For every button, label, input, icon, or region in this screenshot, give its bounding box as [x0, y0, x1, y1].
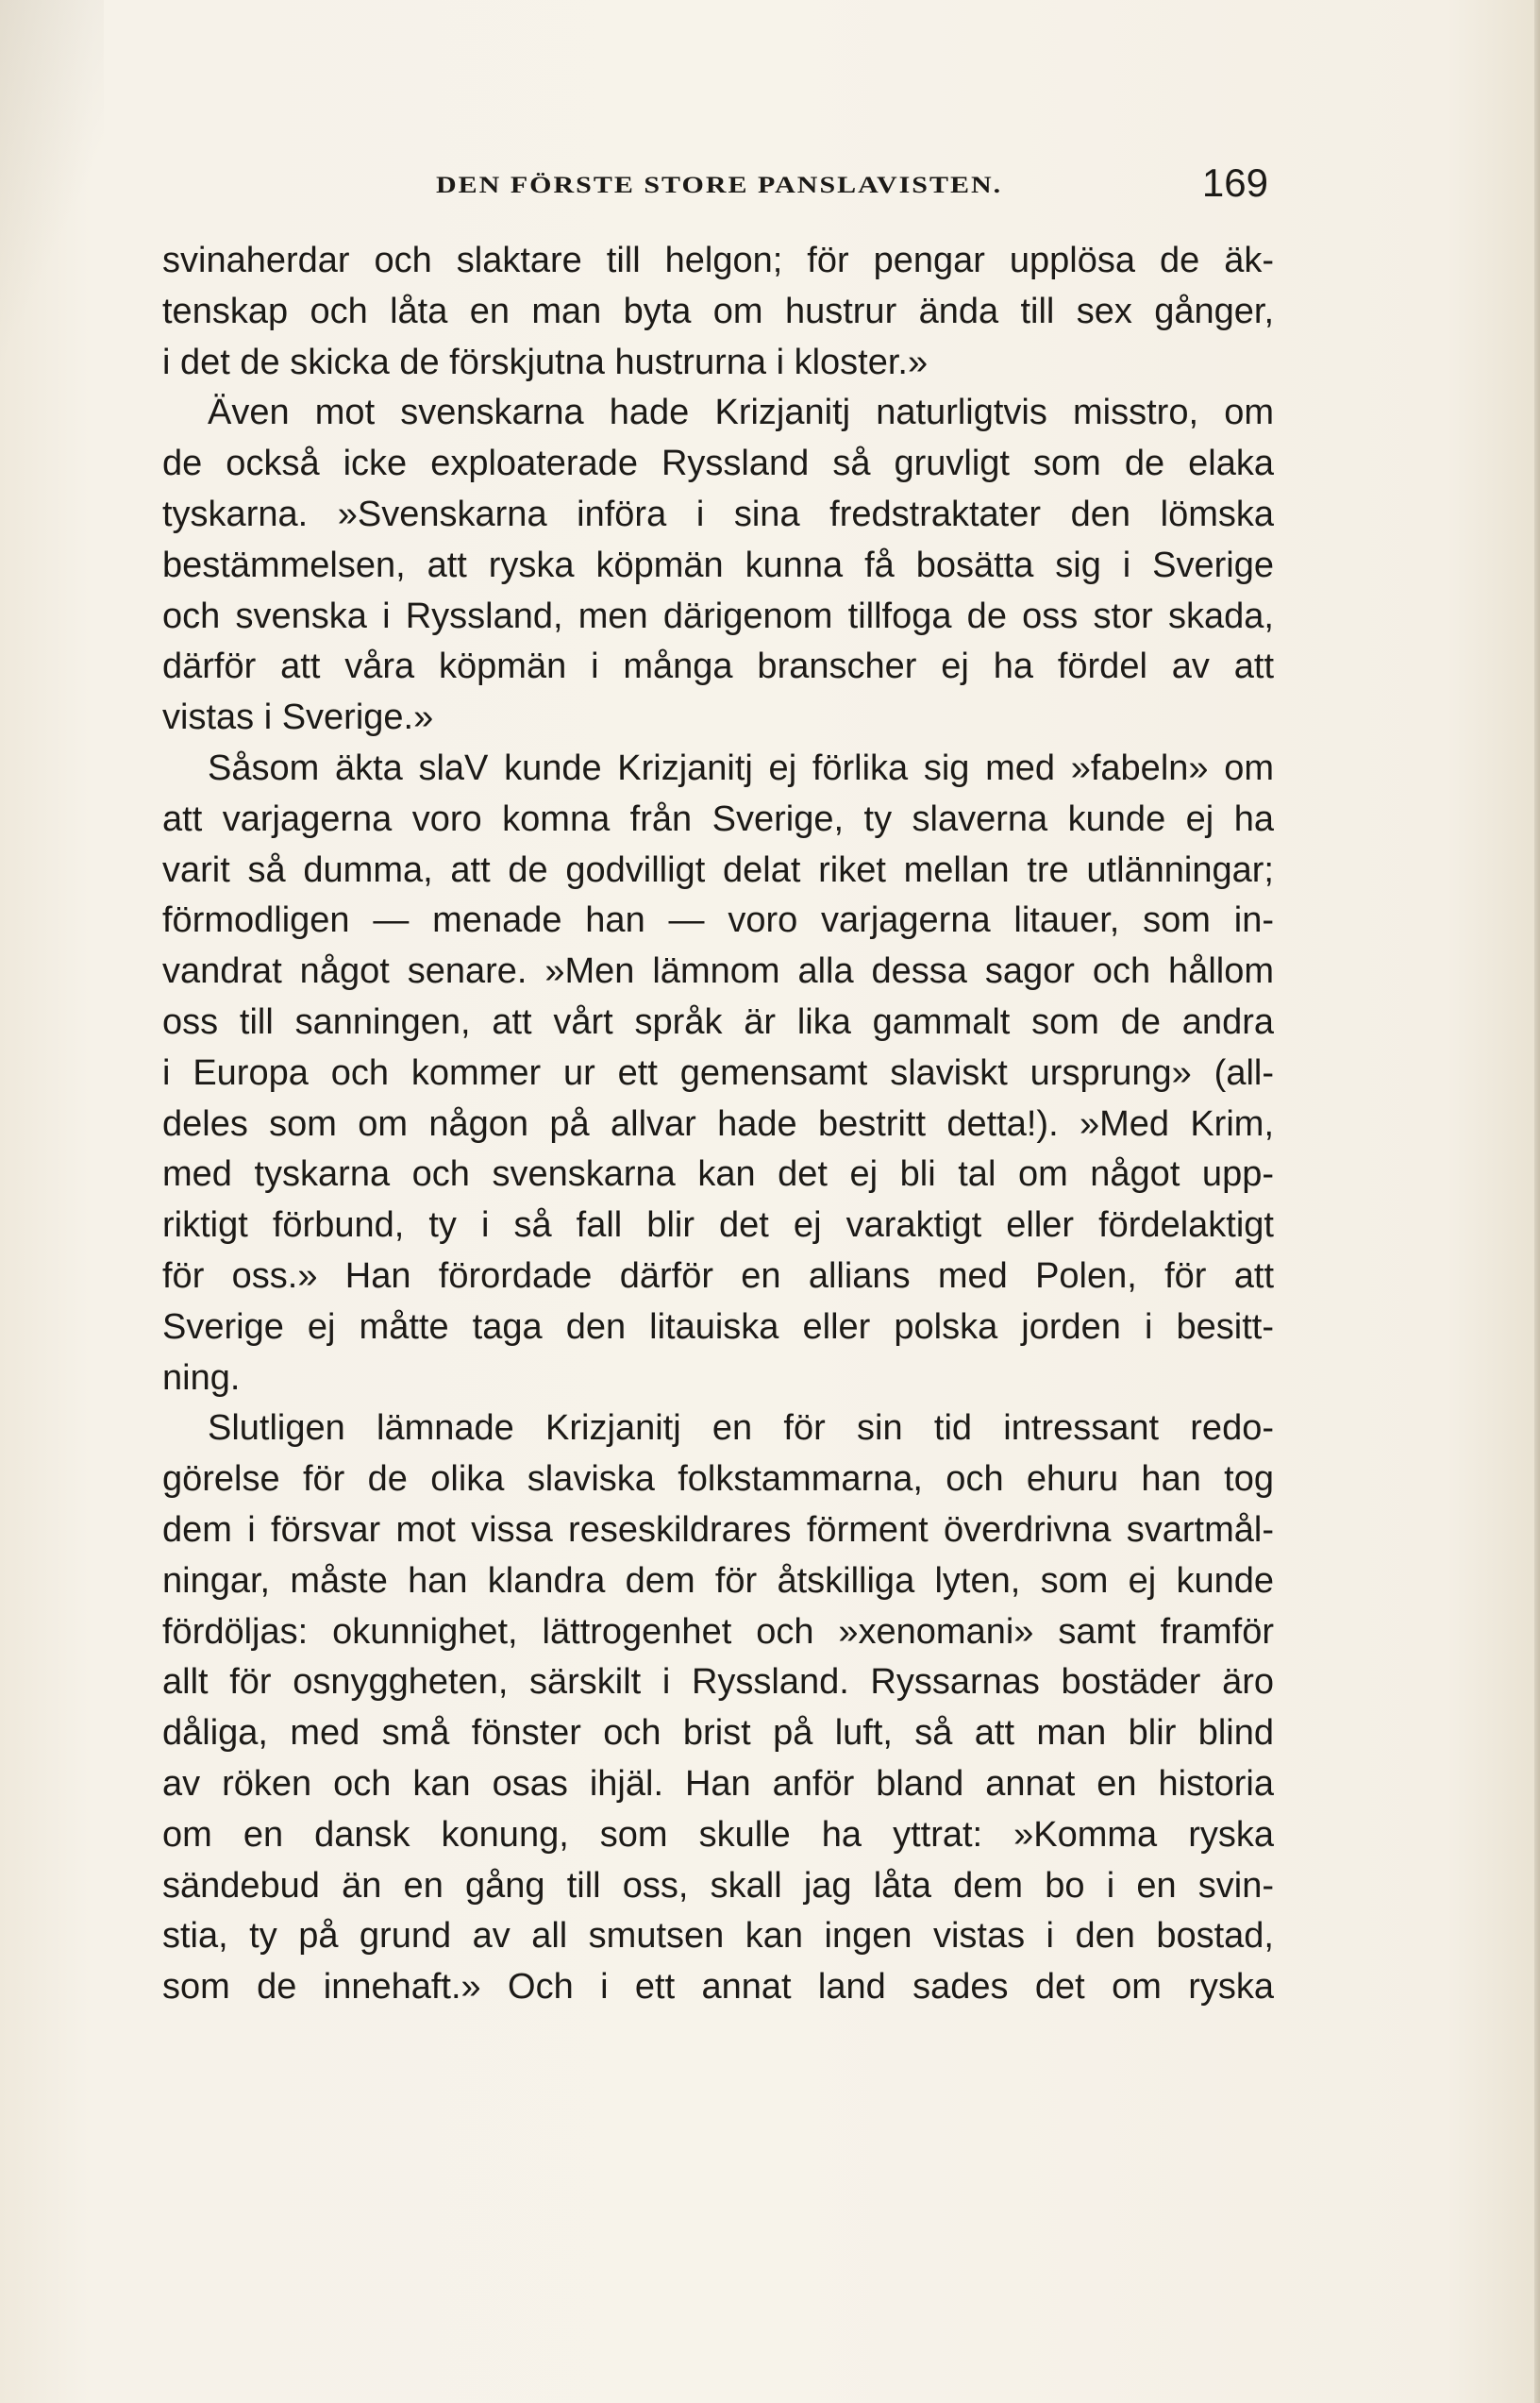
- text-line: vistas i Sverige.»: [162, 697, 434, 738]
- text-line: oss till sanningen, att vårt språk är lika gammalt som de andra: [162, 1001, 1274, 1042]
- text-line: vandrat något senare. »Men lämnom alla dessa sagor och hållom: [162, 951, 1274, 992]
- text-line: dem i försvar mot vissa reseskildrares förment överdrivna svartmål-: [162, 1509, 1274, 1550]
- page-shadow: [0, 0, 104, 396]
- text-line: som de innehaft.» Och i ett annat land sades det om ryska: [162, 1967, 1274, 2008]
- text-line: ning.: [162, 1357, 241, 1398]
- text-line: att varjagerna voro komna från Sverige, ty slaverna kunde ej ha: [162, 798, 1274, 839]
- text-line: om en dansk konung, som skulle ha yttrat: »Komma ryska: [162, 1814, 1274, 1855]
- text-line: Slutligen lämnade Krizjanitj en för sin tid intressant redo-: [208, 1408, 1274, 1449]
- text-line: för oss.» Han förordade därför en allians med Polen, för att: [162, 1255, 1274, 1296]
- text-line: Såsom äkta slaV kunde Krizjanitj ej förlika sig med »fabeln» om: [208, 748, 1274, 788]
- text-line: deles som om någon på allvar hade bestritt detta!). »Med Krim,: [162, 1103, 1274, 1144]
- text-line: och svenska i Ryssland, men därigenom tillfoga de oss stor skada,: [162, 596, 1274, 636]
- text-line: tenskap och låta en man byta om hustrur ända till sex gånger,: [162, 291, 1274, 331]
- text-line: sändebud än en gång till oss, skall jag låta dem bo i en svin-: [162, 1865, 1274, 1906]
- text-line: svinaherdar och slaktare till helgon; för pengar upplösa de äk-: [162, 241, 1274, 280]
- text-line: tyskarna. »Svenskarna införa i sina fredstraktater den lömska: [162, 494, 1274, 534]
- page-number: 169: [1201, 160, 1268, 205]
- text-line: stia, ty på grund av all smutsen kan ingen vistas i den bostad,: [162, 1916, 1274, 1957]
- text-line: Sverige ej måtte taga den litauiska eller polska jorden i besitt-: [162, 1306, 1274, 1347]
- body-text: [162, 236, 1274, 2013]
- text-line: av röken och kan osas ihjäl. Han anför bland annat en historia: [162, 1763, 1274, 1804]
- text-line: fördöljas: okunnighet, lättrogenhet och »xenomani» samt framför: [162, 1611, 1274, 1652]
- text-line: ningar, måste han klandra dem för åtskilliga lyten, som ej kunde: [162, 1560, 1274, 1601]
- page-header: [162, 159, 1274, 215]
- text-line: i Europa och kommer ur ett gemensamt slaviskt ursprung» (all-: [162, 1052, 1274, 1093]
- text-line: görelse för de olika slaviska folkstammarna, och ehuru han tog: [162, 1459, 1274, 1500]
- running-head: DEN FÖRSTE STORE PANSLAVISTEN.: [436, 172, 1003, 199]
- text-line: dåliga, med små fönster och brist på luft, så att man blir blind: [162, 1713, 1274, 1754]
- text-line: allt för osnyggheten, särskilt i Ryssland. Ryssarnas bostäder äro: [162, 1662, 1274, 1703]
- page-edge: [1534, 0, 1540, 2403]
- text-line: Även mot svenskarna hade Krizjanitj naturligtvis misstro, om: [208, 393, 1274, 433]
- text-line: de också icke exploaterade Ryssland så gruvligt som de elaka: [162, 444, 1274, 484]
- text-line: förmodligen — menade han — voro varjagerna litauer, som in-: [162, 900, 1274, 941]
- text-line: i det de skicka de förskjutna hustrurna i kloster.»: [162, 342, 929, 382]
- text-line: med tyskarna och svenskarna kan det ej bli tal om något upp-: [162, 1154, 1274, 1195]
- text-line: varit så dumma, att de godvilligt delat riket mellan tre utlänningar;: [162, 849, 1274, 890]
- text-line: därför att våra köpmän i många branscher ej ha fördel av att: [162, 647, 1274, 687]
- text-line: bestämmelsen, att ryska köpmän kunna få bosätta sig i Sverige: [162, 545, 1274, 585]
- text-line: riktigt förbund, ty i så fall blir det ej varaktigt eller fördelaktigt: [162, 1205, 1274, 1246]
